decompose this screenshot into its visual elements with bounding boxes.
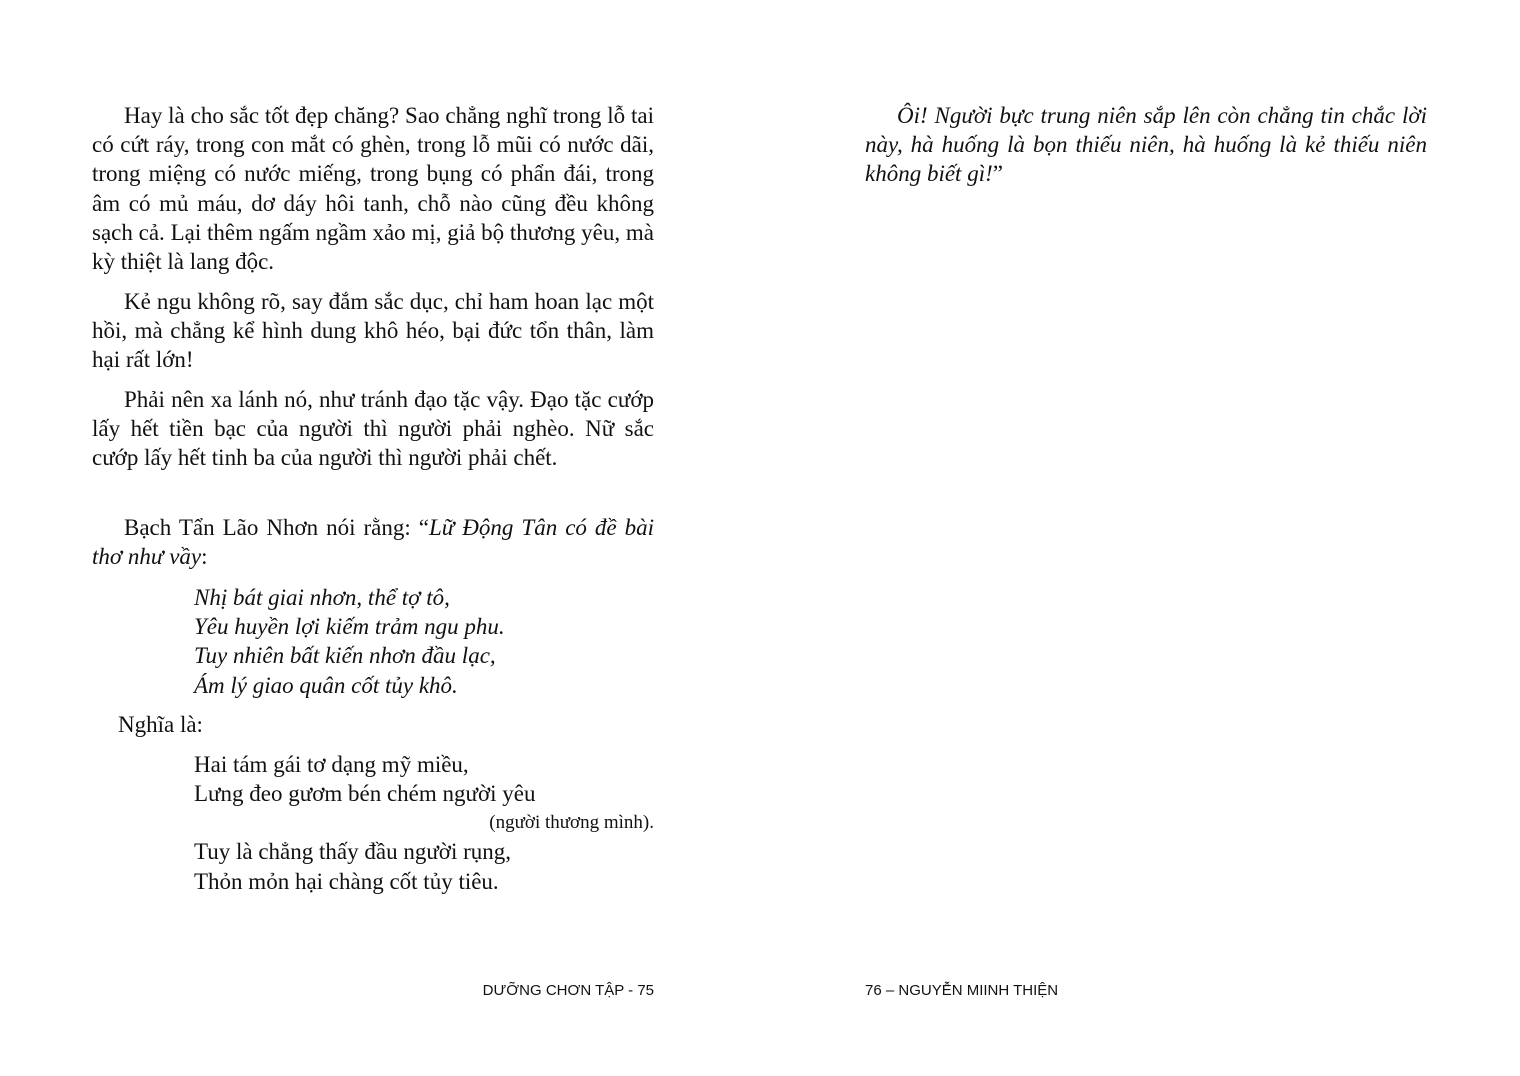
meaning-label: Nghĩa là:: [118, 712, 203, 737]
poem-original-line: Tuy nhiên bất kiến nhơn đầu lạc,: [194, 643, 496, 669]
poem-translation-line: Thỏn mỏn hại chàng cốt tủy tiêu.: [194, 868, 499, 894]
poem-translation-line: Tuy là chẳng thấy đầu người rụng,: [194, 839, 511, 865]
paragraph-2: Kẻ ngu không rõ, say đắm sắc dục, chỉ ham hoan lạc một hồi, mà chẳng kể hình dung khô héo, bại đức tổn thân, làm hại rất lớn!: [92, 289, 654, 373]
closing-quote-paragraph: [865, 101, 1427, 189]
closing-quote-mark: ”: [992, 161, 1003, 187]
poem-original-line: Ám lý giao quân cốt tủy khô.: [194, 672, 458, 698]
quote-intro-suffix: :: [201, 544, 208, 570]
quote-intro-paragraph: [92, 513, 654, 571]
poem-translation-line: Lưng đeo gươm bén chém người yêu: [194, 781, 536, 807]
paragraph-1: Hay là cho sắc tốt đẹp chăng? Sao chẳng nghĩ trong lỗ tai có cứt ráy, trong con mắt có ghèn, trong lỗ mũi có nước dãi, trong miệng có nước miếng, trong bụng có phẩn đái, trong âm có mủ máu, dơ dáy hôi tanh, chỗ nào cũng đều không sạch cả. Lại thêm ngấm ngầm xảo mị, giả bộ thương yêu, mà kỳ thiệt là lang độc.: [92, 103, 654, 275]
poem-original-line: Yêu huyền lợi kiếm trảm ngu phu.: [194, 614, 505, 640]
page-footer-right: 76 – NGUYỄN MIINH THIỆN: [865, 982, 1059, 999]
quote-intro-prefix: Bạch Tẩn Lão Nhơn nói rằng: “: [124, 515, 429, 540]
quote-intro-italic: Lữ Động Tân có đề bài thơ như vầy: [92, 515, 654, 570]
poem-original-line: Nhị bát giai nhơn, thể tợ tô,: [194, 585, 450, 610]
page-footer-left: DƯỠNG CHƠN TẬP - 75: [482, 982, 654, 999]
poem-translation: [194, 750, 654, 896]
closing-quote-italic: Ôi! Người bực trung niên sắp lên còn chẳng tin chắc lời này, hà huống là bọn thiếu niên, hà huống là kẻ thiếu niên không biết gì!: [865, 103, 1427, 187]
poem-translation-line: Hai tám gái tơ dạng mỹ miều,: [194, 752, 469, 777]
left-page: [92, 0, 654, 1076]
paragraph-3: Phải nên xa lánh nó, như tránh đạo tặc vậy. Đạo tặc cướp lấy hết tiền bạc của người thì người phải nghèo. Nữ sắc cướp lấy hết tinh ba của người thì người phải chết.: [92, 387, 654, 471]
poem-original: [194, 583, 654, 700]
poem-translation-note: (người thương mình).: [489, 812, 654, 834]
right-page: [865, 0, 1427, 1076]
